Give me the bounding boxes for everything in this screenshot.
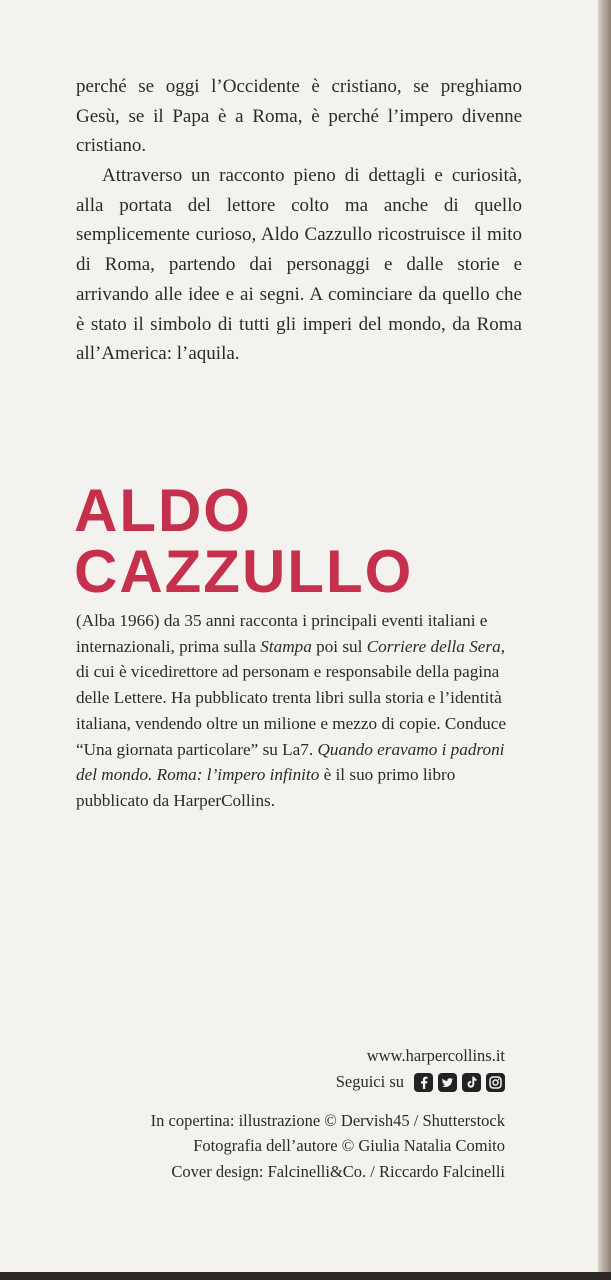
flap-paragraph-1: perché se oggi l’Occidente è cristiano, se preghiamo Gesù, se il Papa è a Roma, è perché l’impero divenne cristiano. xyxy=(76,76,522,157)
facebook-icon xyxy=(414,1073,433,1092)
book-edge xyxy=(598,0,611,1272)
background-strip xyxy=(0,1272,611,1280)
credits xyxy=(151,1108,505,1184)
author-bio xyxy=(76,608,516,814)
author-first-name: ALDO xyxy=(74,477,252,544)
publisher-website: www.harpercollins.it xyxy=(366,1046,505,1065)
author-name xyxy=(74,477,414,605)
bio-text-2: poi sul xyxy=(311,636,367,656)
bio-text-3: , di cui è vicedirettore ad personam e responsabile della pagina delle Lettere. Ha pubblicato trenta libri sulla storia e l’identità italiana, vendendo oltre un milione e mezzo di copie. Conduce “Una giornata particolare” su La7. xyxy=(76,636,507,759)
author-photo-credit: Fotografia dell’autore © Giulia Natalia Comito xyxy=(193,1136,505,1156)
twitter-icon xyxy=(438,1073,457,1092)
flap-paragraph-2: Attraverso un racconto pieno di dettagli e curiosità, alla portata del lettore colto ma anche di quello semplicemente curioso, Aldo Cazzullo ricostruisce il mito di Roma, partendo dai personaggi e dalle storie e arrivando alle idee e ai segni. A cominciare da quello che è stato il simbolo di tutti gli imperi del mondo, da Roma all’America: l’aquila. xyxy=(76,165,522,365)
bio-newspaper-1: Stampa xyxy=(260,636,312,656)
bio-text-4: è il suo primo libro pubblicato da HarperCollins. xyxy=(76,765,456,810)
cover-design-credit: Cover design: Falcinelli&Co. / Riccardo Falcinelli xyxy=(171,1161,505,1181)
bio-newspaper-2: Corriere della Sera xyxy=(366,636,501,656)
instagram-icon xyxy=(486,1073,505,1092)
tiktok-icon xyxy=(462,1073,481,1092)
follow-label: Seguici su xyxy=(335,1072,404,1091)
cover-illustration-credit: In copertina: illustrazione © Dervish45 / Shutterstock xyxy=(150,1111,505,1130)
bio-book-title: Quando eravamo i padroni del mondo. Roma: l’impero infinito xyxy=(76,739,505,785)
bio-text-1: (Alba 1966) da 35 anni racconta i principali eventi italiani e internazionali, prima sulla xyxy=(76,611,488,656)
author-last-name: CAZZULLO xyxy=(74,538,414,605)
social-links xyxy=(336,1070,505,1094)
